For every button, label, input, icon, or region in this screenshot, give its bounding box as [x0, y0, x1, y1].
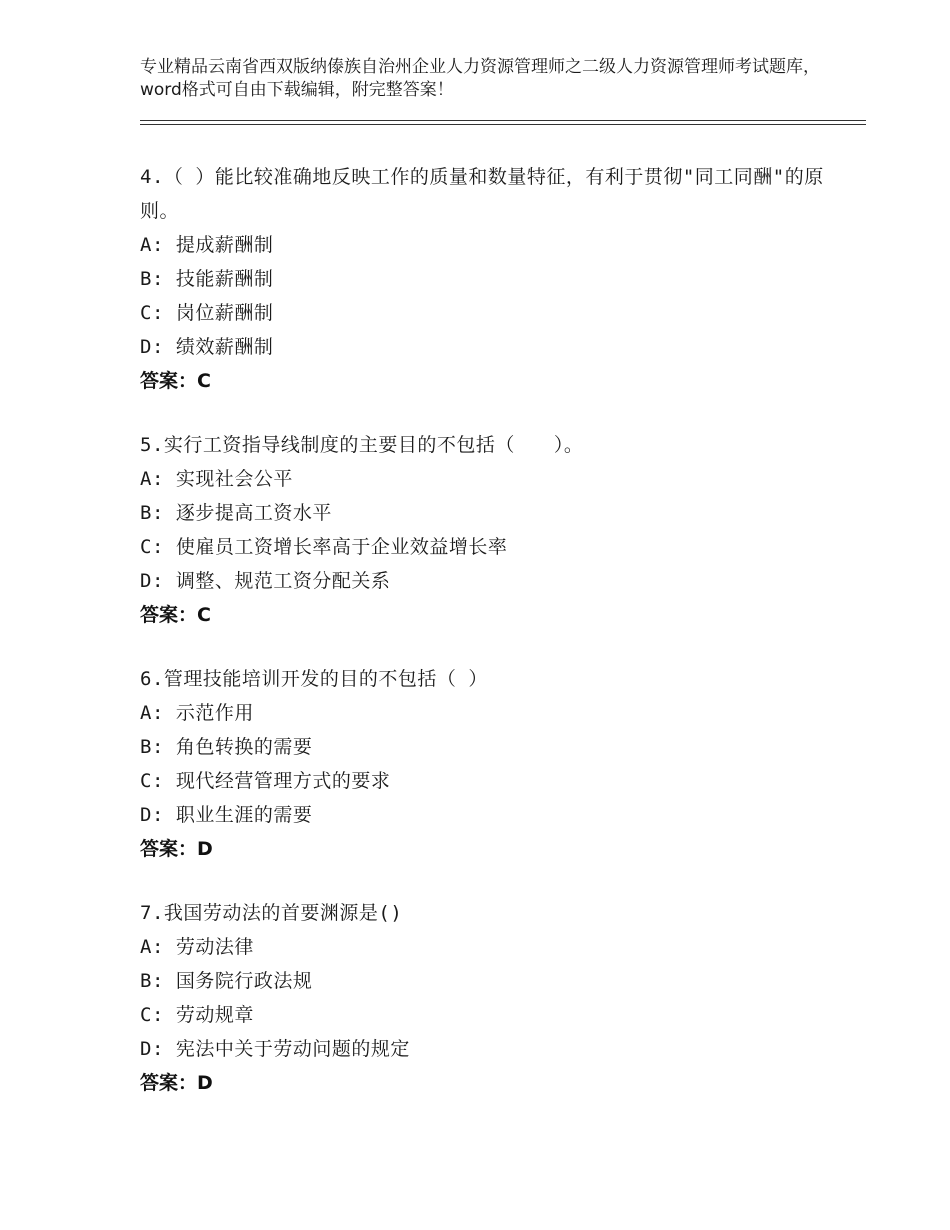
option-d: D: 调整、规范工资分配关系 — [140, 570, 391, 592]
option-b: B: 角色转换的需要 — [140, 736, 313, 758]
question-list — [140, 160, 840, 1130]
answer-label: 答案：D — [140, 1072, 213, 1094]
option-d: D: 职业生涯的需要 — [140, 804, 313, 826]
option-d: D: 绩效薪酬制 — [140, 336, 274, 358]
question-stem: 4.（ ）能比较准确地反映工作的质量和数量特征，有利于贯彻"同工同酬"的原则。 — [140, 166, 824, 222]
option-c: C: 劳动规章 — [140, 1004, 254, 1026]
header-divider-top — [140, 120, 866, 121]
question-5 — [140, 428, 840, 632]
option-a: A: 实现社会公平 — [140, 468, 293, 490]
document-header: 专业精品云南省西双版纳傣族自治州企业人力资源管理师之二级人力资源管理师考试题库，word格式可自由下载编辑，附完整答案！ — [140, 57, 820, 100]
option-c: C: 现代经营管理方式的要求 — [140, 770, 391, 792]
question-stem: 7.我国劳动法的首要渊源是() — [140, 902, 403, 924]
answer-label: 答案：C — [140, 370, 211, 392]
option-a: A: 劳动法律 — [140, 936, 254, 958]
option-b: B: 逐步提高工资水平 — [140, 502, 332, 524]
option-a: A: 示范作用 — [140, 702, 254, 724]
option-c: C: 使雇员工资增长率高于企业效益增长率 — [140, 536, 508, 558]
header-divider-bottom — [140, 124, 866, 125]
answer-label: 答案：C — [140, 604, 211, 626]
option-a: A: 提成薪酬制 — [140, 234, 274, 256]
question-6 — [140, 662, 840, 866]
answer-label: 答案：D — [140, 838, 213, 860]
option-c: C: 岗位薪酬制 — [140, 302, 274, 324]
question-4 — [140, 160, 840, 398]
question-stem: 6.管理技能培训开发的目的不包括（ ） — [140, 668, 488, 690]
option-b: B: 技能薪酬制 — [140, 268, 274, 290]
question-stem: 5.实行工资指导线制度的主要目的不包括（ ）。 — [140, 434, 584, 456]
option-d: D: 宪法中关于劳动问题的规定 — [140, 1038, 410, 1060]
question-7 — [140, 896, 840, 1100]
option-b: B: 国务院行政法规 — [140, 970, 313, 992]
